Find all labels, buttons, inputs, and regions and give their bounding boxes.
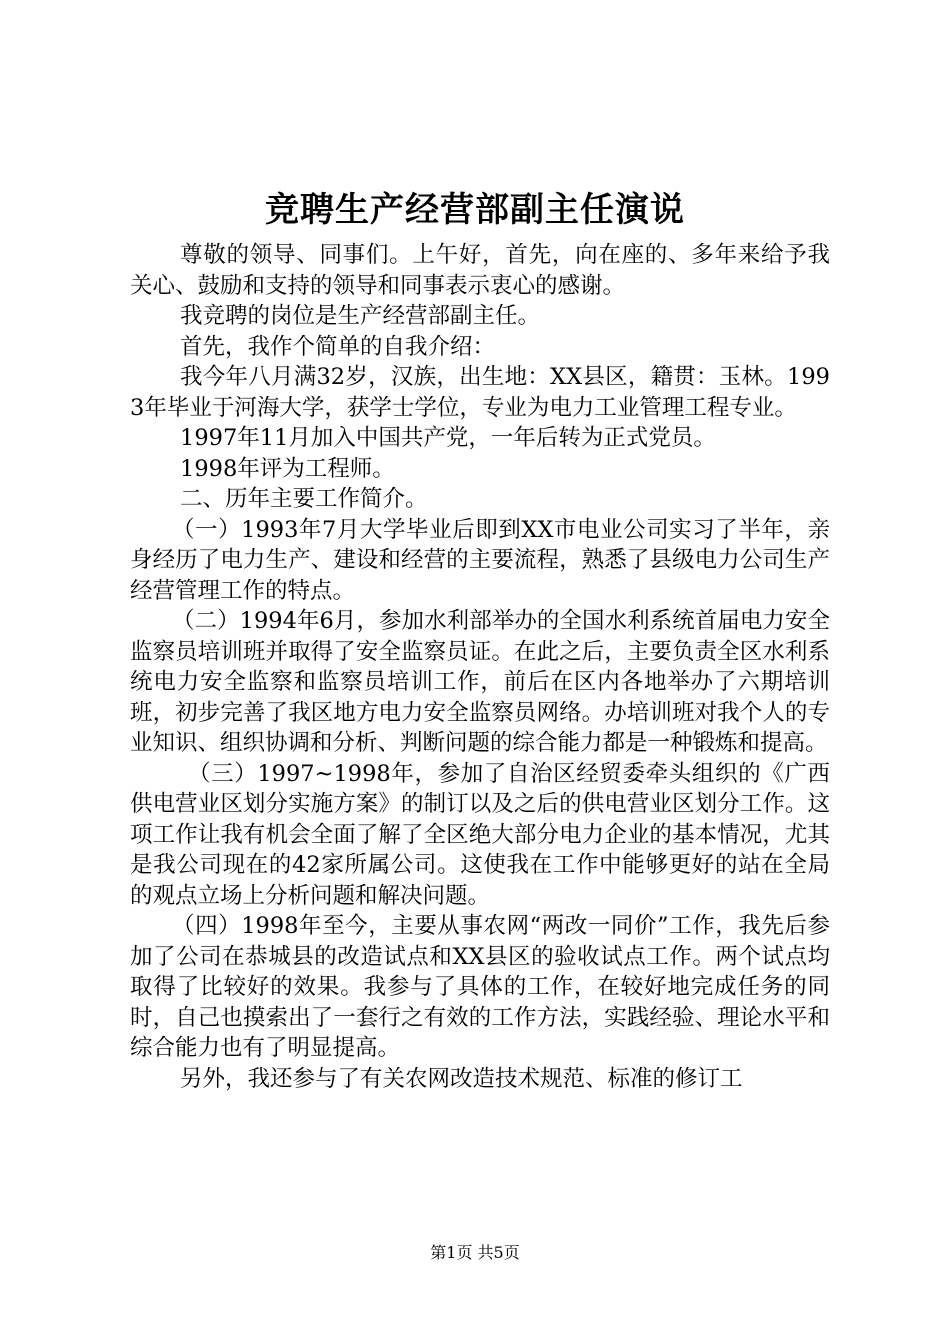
paragraph-intro: 首先，我作个简单的自我介绍： (180, 333, 496, 360)
document-body (130, 240, 830, 1094)
paragraph-item-two: （二）1994年6月，参加水利部举办的全国水利系统首届电力安全监察员培训班并取得了安全监察员证。在此之后，主要负责全区水利系统电力安全监察和监察员培训工作，前后在区内各地举办了六期培训班，初步完善了我区地方电力安全监察员网络。办培训班对我个人的专业知识、组织协调和分析、判断问题的综合能力都是一种锻炼和提高。 (130, 608, 830, 756)
paragraph-item-three: （三）1997~1998年，参加了自治区经贸委牵头组织的《广西供电营业区划分实施方案》的制订以及之后的供电营业区划分工作。这项工作让我有机会全面了解了全区绝大部分电力企业的基本情况，尤其是我公司现在的42家所属公司。这使我在工作中能够更好的站在全局的观点立场上分析问题和解决问题。 (130, 760, 830, 909)
paragraph-engineer: 1998年评为工程师。 (180, 455, 395, 482)
document-title: 竞聘生产经营部副主任演说 (265, 190, 685, 230)
paragraph-additional: 另外，我还参与了有关农网改造技术规范、标准的修订工 (180, 1065, 743, 1092)
paragraph-item-four: （四）1998年至今，主要从事农网“两改一同价”工作，我先后参加了公司在恭城县的改造试点和XX县区的验收试点工作。两个试点均取得了比较好的效果。我参与了具体的工作，在较好地完成任务的同时，自己也摸索出了一套行之有效的工作方法，实践经验、理论水平和综合能力也有了明显提高。 (130, 913, 830, 1061)
paragraph-greeting: 尊敬的领导、同事们。上午好，首先，向在座的、多年来给予我关心、鼓励和支持的领导和同事表示衷心的感谢。 (130, 242, 830, 299)
page-number: 第1页 共5页 (430, 1243, 520, 1262)
paragraph-item-one: （一）1993年7月大学毕业后即到XX市电业公司实习了半年，亲身经历了电力生产、建设和经营的主要流程，熟悉了县级电力公司生产经营管理工作的特点。 (130, 516, 830, 604)
paragraph-personal-info: 我今年八月满32岁，汉族，出生地：XX县区，籍贯：玉林。1993年毕业于河海大学，获学士学位，专业为电力工业管理工程专业。 (130, 364, 830, 421)
paragraph-section-heading: 二、历年主要工作简介。 (180, 486, 428, 512)
paragraph-position: 我竞聘的岗位是生产经营部副主任。 (180, 303, 541, 329)
paragraph-party: 1997年11月加入中国共产党，一年后转为正式党员。 (180, 425, 716, 451)
